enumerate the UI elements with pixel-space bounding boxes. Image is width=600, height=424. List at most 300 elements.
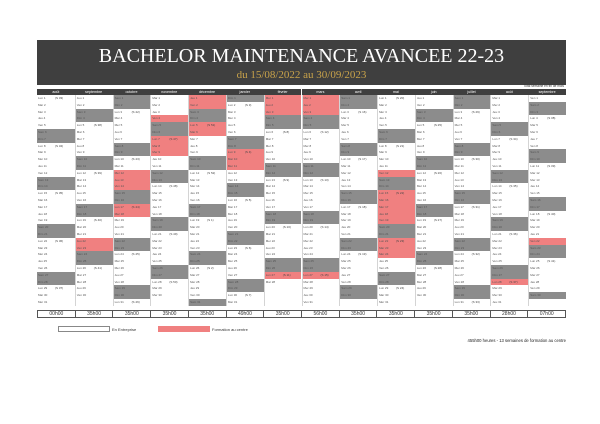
day-cell xyxy=(529,217,566,224)
day-cell xyxy=(529,238,566,245)
day-label: Dim 2 xyxy=(341,102,350,107)
day-label: Mar 31 xyxy=(227,300,238,304)
day-label: Dim 15 xyxy=(227,191,238,196)
day-label: Jeu 30 xyxy=(303,293,313,298)
day-label: Jeu 11 xyxy=(379,164,388,168)
day-cell xyxy=(227,231,264,238)
day-label: Jeu 16 xyxy=(265,198,275,202)
day-label: Ven 17 xyxy=(303,204,313,209)
day-label: Lun 17 xyxy=(454,204,464,209)
day-label: Ven 28 xyxy=(341,279,351,284)
day-label: Mar 7 xyxy=(303,136,312,141)
day-label: Mar 11 xyxy=(341,164,351,168)
day-cell xyxy=(114,115,151,122)
day-label: Ven 16 xyxy=(416,198,427,202)
day-label: Mar 8 xyxy=(492,143,501,148)
month-column xyxy=(339,89,377,306)
day-label: Sam 6 xyxy=(38,130,47,134)
day-cell xyxy=(227,217,264,224)
day-label: Sam 13 xyxy=(379,177,390,182)
day-label: Dim 2 xyxy=(454,102,463,107)
day-cell xyxy=(340,258,377,265)
day-cell xyxy=(378,197,415,204)
day-label: Sam 5 xyxy=(152,123,162,128)
day-label: Mar 25 xyxy=(114,259,124,264)
week-number: (S 5) xyxy=(244,198,252,202)
day-cell xyxy=(529,258,566,265)
day-label: Mar 23 xyxy=(379,245,389,250)
day-label: Lun 15 xyxy=(379,191,389,196)
day-label: Dim 1 xyxy=(227,96,236,100)
day-label: Mer 20 xyxy=(530,225,540,230)
week-number: (S 37) xyxy=(55,286,64,291)
day-label: Dim 23 xyxy=(454,245,465,250)
day-label: Ven 11 xyxy=(492,164,502,168)
day-label: Jeu 23 xyxy=(303,245,313,250)
day-label: Jeu 6 xyxy=(454,130,462,134)
day-cell xyxy=(416,156,453,163)
day-label: Jeu 6 xyxy=(341,130,349,134)
day-label: Mar 4 xyxy=(114,116,123,121)
day-label: Dim 25 xyxy=(76,259,87,264)
day-cell xyxy=(37,109,75,116)
day-cell xyxy=(529,149,566,156)
day-cell xyxy=(189,183,226,190)
day-label: Dim 18 xyxy=(76,211,87,216)
day-label: Sam 12 xyxy=(152,170,163,175)
day-cell xyxy=(189,115,226,122)
day-label: Ven 23 xyxy=(416,245,427,250)
month-column xyxy=(75,89,113,306)
day-cell xyxy=(76,197,113,204)
day-label: Jeu 9 xyxy=(303,150,311,155)
month-header: octobre xyxy=(113,89,151,95)
day-label: Lun 9 xyxy=(227,150,236,155)
day-label: Mar 6 xyxy=(190,130,198,134)
day-cell xyxy=(227,258,264,265)
day-label: Ven 30 xyxy=(76,293,87,298)
day-cell xyxy=(265,265,302,272)
day-cell xyxy=(37,115,75,122)
day-cell xyxy=(340,238,377,245)
day-label: Ven 26 xyxy=(379,266,389,270)
day-cell xyxy=(189,190,226,197)
day-cell xyxy=(76,224,113,231)
week-number: (S 2) xyxy=(207,266,214,270)
day-cell xyxy=(189,102,226,109)
day-cell xyxy=(303,163,340,170)
day-label: Ven 2 xyxy=(76,102,85,107)
day-cell xyxy=(151,204,188,211)
day-cell xyxy=(378,279,415,286)
day-label: Jeu 22 xyxy=(190,238,200,243)
day-label: Jeu 8 xyxy=(416,143,425,148)
day-label: Mer 12 xyxy=(114,170,124,175)
day-label: Sam 1 xyxy=(341,96,350,100)
day-label: Sam 19 xyxy=(492,218,503,223)
day-label: Mar 14 xyxy=(303,184,313,189)
day-cell xyxy=(37,197,75,204)
day-cell xyxy=(189,224,226,231)
total-cell: 28h00 xyxy=(491,311,529,317)
month-column xyxy=(150,89,188,306)
day-cell xyxy=(416,217,453,224)
day-label: Ven 13 xyxy=(227,177,238,182)
day-cell xyxy=(454,238,491,245)
total-cell: 35h00 xyxy=(189,311,227,317)
day-label: Sam 3 xyxy=(416,109,426,114)
day-label: Ven 23 xyxy=(76,245,87,250)
day-label: Mar 9 xyxy=(38,150,46,155)
day-label: Lun 26 xyxy=(190,266,200,270)
day-cell xyxy=(37,163,75,170)
month-column xyxy=(415,89,453,306)
day-label: Mar 16 xyxy=(38,198,48,202)
day-label: Lun 28 xyxy=(492,279,502,284)
day-cell xyxy=(76,279,113,286)
day-label: Jeu 27 xyxy=(341,272,351,277)
day-label: Mar 15 xyxy=(492,191,502,196)
week-number: (S 4) xyxy=(244,150,252,155)
day-cell xyxy=(76,231,113,238)
day-label: Ven 25 xyxy=(492,259,502,264)
day-cell xyxy=(151,197,188,204)
day-label: Dim 16 xyxy=(114,198,125,202)
day-label: Dim 27 xyxy=(492,272,502,277)
day-cell xyxy=(491,292,528,299)
week-number: (S 9) xyxy=(282,177,290,182)
day-cell xyxy=(303,238,340,245)
week-number: (S 3) xyxy=(244,102,252,107)
day-label: Ven 28 xyxy=(454,279,464,284)
day-label: Dim 19 xyxy=(303,218,314,223)
day-label: Mar 27 xyxy=(416,272,427,277)
day-label: Dim 20 xyxy=(492,225,502,230)
day-cell xyxy=(189,285,226,292)
day-cell xyxy=(151,136,188,143)
day-cell xyxy=(114,224,151,231)
week-number: (S 33) xyxy=(55,96,64,100)
day-cell xyxy=(227,251,264,258)
day-label: Dim 16 xyxy=(454,198,465,202)
day-label: Dim 22 xyxy=(227,238,238,243)
month-header: juillet xyxy=(453,89,491,95)
day-label: Jeu 27 xyxy=(454,272,464,277)
day-cell xyxy=(491,177,528,184)
day-cell xyxy=(76,238,113,245)
day-cell xyxy=(189,163,226,170)
day-label: Dim 16 xyxy=(341,198,351,202)
day-cell xyxy=(454,258,491,265)
day-cell xyxy=(340,170,377,177)
day-cell xyxy=(340,190,377,197)
day-label: Mer 14 xyxy=(76,184,87,189)
day-cell xyxy=(378,217,415,224)
date-range-subtitle: du 15/08/2022 au 30/09/2023 xyxy=(236,69,367,81)
month-header: septembre xyxy=(75,89,113,95)
day-cell xyxy=(340,122,377,129)
day-label: Dim 13 xyxy=(152,177,162,182)
day-cell xyxy=(151,183,188,190)
day-label: Mer 23 xyxy=(492,245,502,250)
day-label: Sam 27 xyxy=(38,272,49,277)
day-label: Sam 10 xyxy=(416,157,428,162)
day-label: Jeu 24 xyxy=(492,252,502,257)
day-label: Jeu 12 xyxy=(227,170,237,175)
day-cell xyxy=(416,122,453,129)
week-number: (S 40) xyxy=(93,218,102,223)
day-label: Mar 11 xyxy=(454,164,464,168)
day-label: Sam 11 xyxy=(265,164,276,168)
day-label: Sam 15 xyxy=(454,191,465,196)
day-cell xyxy=(454,217,491,224)
day-label: Dim 23 xyxy=(114,245,125,250)
totals-note: Total semaine en fin de mois xyxy=(523,84,564,88)
day-cell xyxy=(416,115,453,122)
day-cell xyxy=(491,183,528,190)
day-cell xyxy=(114,183,151,190)
day-label: Mar 1 xyxy=(152,96,161,100)
day-label: Jeu 23 xyxy=(265,245,275,250)
day-label: Dim 7 xyxy=(38,136,46,141)
day-cell xyxy=(76,190,113,197)
day-label: Lun 17 xyxy=(114,204,124,209)
day-cell xyxy=(76,149,113,156)
month-header: décembre xyxy=(188,89,226,95)
day-cell xyxy=(151,279,188,286)
day-cell xyxy=(340,163,377,170)
day-cell xyxy=(114,292,151,299)
calendar-grid xyxy=(37,89,566,306)
day-label: Sam 10 xyxy=(190,157,201,162)
day-label: Lun 12 xyxy=(190,170,200,175)
day-label: Ven 10 xyxy=(265,157,276,162)
day-cell xyxy=(189,143,226,150)
day-cell xyxy=(114,190,151,197)
day-label: Mer 5 xyxy=(114,123,123,128)
day-cell xyxy=(303,95,340,102)
day-cell xyxy=(37,129,75,136)
day-label: Ven 30 xyxy=(190,293,200,298)
day-label: Mar 20 xyxy=(190,225,200,230)
day-cell xyxy=(378,251,415,258)
day-cell xyxy=(76,163,113,170)
day-cell xyxy=(303,292,340,299)
day-label: Dim 4 xyxy=(416,116,425,121)
day-cell xyxy=(189,129,226,136)
day-cell xyxy=(529,251,566,258)
day-label: Mar 4 xyxy=(454,116,463,121)
day-cell xyxy=(151,292,188,299)
day-label: Lun 15 xyxy=(38,191,48,196)
week-number: (S 44) xyxy=(131,204,140,209)
week-number: (S 39) xyxy=(547,164,556,168)
day-cell xyxy=(189,299,226,306)
day-cell xyxy=(189,204,226,211)
day-cell xyxy=(454,177,491,184)
week-number: (S 37) xyxy=(509,279,518,284)
day-label: Ven 9 xyxy=(190,150,198,155)
week-number: (S 48) xyxy=(169,184,178,189)
day-label: Mar 28 xyxy=(265,279,276,284)
day-label: Jeu 16 xyxy=(303,198,313,202)
day-label: Mar 13 xyxy=(190,177,200,182)
day-cell xyxy=(151,245,188,252)
day-label: Mar 26 xyxy=(530,266,540,270)
week-number: (S 17) xyxy=(358,157,367,162)
day-cell xyxy=(189,177,226,184)
day-cell xyxy=(378,265,415,272)
day-cell xyxy=(227,292,264,299)
day-cell xyxy=(151,265,188,272)
day-label: Lun 31 xyxy=(114,300,124,304)
day-cell xyxy=(454,251,491,258)
day-cell xyxy=(227,279,264,286)
day-cell xyxy=(491,163,528,170)
day-label: Lun 1 xyxy=(38,96,46,100)
day-label: Ven 22 xyxy=(530,238,540,243)
day-cell xyxy=(416,183,453,190)
day-label: Dim 30 xyxy=(114,293,125,298)
day-label: Lun 24 xyxy=(341,252,351,257)
day-cell xyxy=(227,170,264,177)
day-label: Ven 28 xyxy=(114,279,124,284)
day-cell xyxy=(227,129,264,136)
day-label: Jeu 2 xyxy=(265,102,274,107)
day-label: Ven 12 xyxy=(379,170,389,175)
day-label: Mer 7 xyxy=(416,136,425,141)
day-label: Mar 19 xyxy=(530,218,540,223)
day-label: Mar 25 xyxy=(454,259,464,264)
day-cell xyxy=(303,204,340,211)
day-label: Lun 16 xyxy=(227,198,238,202)
day-cell xyxy=(76,136,113,143)
day-cell xyxy=(265,258,302,265)
day-label: Mer 31 xyxy=(379,300,389,304)
week-number: (S 46) xyxy=(131,300,140,304)
day-label: Lun 5 xyxy=(76,123,85,128)
day-label: Mer 26 xyxy=(114,266,124,270)
day-label: Sam 9 xyxy=(530,150,539,155)
day-label: Dim 8 xyxy=(227,143,236,148)
day-label: Mer 5 xyxy=(341,123,349,128)
day-label: Jeu 18 xyxy=(38,211,48,216)
day-label: Jeu 14 xyxy=(530,184,540,189)
day-label: Lun 19 xyxy=(190,218,200,223)
day-cell xyxy=(491,258,528,265)
day-cell xyxy=(340,109,377,116)
day-cell xyxy=(378,211,415,218)
day-label: Jeu 29 xyxy=(416,286,426,291)
day-cell xyxy=(454,211,491,218)
day-label: Mer 16 xyxy=(152,198,162,202)
day-cell xyxy=(529,109,566,116)
day-cell xyxy=(37,292,75,299)
day-label: Mer 14 xyxy=(416,184,427,189)
day-cell xyxy=(454,231,491,238)
day-label: Mer 11 xyxy=(227,164,238,168)
day-cell xyxy=(454,204,491,211)
day-label: Sam 30 xyxy=(530,293,541,298)
day-label: Lun 7 xyxy=(492,136,500,141)
day-cell xyxy=(265,149,302,156)
day-cell xyxy=(189,122,226,129)
day-cell xyxy=(303,251,340,258)
day-label: Dim 26 xyxy=(303,266,314,270)
day-cell xyxy=(114,136,151,143)
day-cell xyxy=(265,109,302,116)
day-cell xyxy=(227,136,264,143)
day-label: Jeu 4 xyxy=(379,116,387,121)
day-label: Ven 3 xyxy=(303,109,312,114)
day-cell xyxy=(454,183,491,190)
day-cell xyxy=(114,129,151,136)
day-cell xyxy=(265,102,302,109)
day-cell xyxy=(151,129,188,136)
day-cell xyxy=(340,177,377,184)
day-label: Sam 23 xyxy=(530,245,541,250)
day-cell xyxy=(76,204,113,211)
day-cell xyxy=(37,299,75,306)
day-cell xyxy=(378,156,415,163)
day-label: Ven 20 xyxy=(227,225,238,230)
day-label: Dim 10 xyxy=(530,157,540,162)
week-number: (S 41) xyxy=(93,266,102,270)
day-label: Sam 8 xyxy=(341,143,350,148)
day-label: Lun 5 xyxy=(416,123,425,128)
day-label: Ven 5 xyxy=(379,123,387,128)
day-label: Dim 9 xyxy=(454,150,463,155)
day-label: Ven 15 xyxy=(530,191,540,196)
day-cell xyxy=(416,177,453,184)
day-label: Jeu 8 xyxy=(76,143,85,148)
day-cell xyxy=(340,102,377,109)
day-label: Sam 3 xyxy=(190,109,199,114)
day-cell xyxy=(454,102,491,109)
day-cell xyxy=(265,170,302,177)
week-number: (S 34) xyxy=(509,136,518,141)
day-cell xyxy=(416,265,453,272)
day-label: Dim 11 xyxy=(190,164,200,168)
total-cell: 35h00 xyxy=(76,311,114,317)
day-label: Mer 9 xyxy=(152,150,161,155)
day-label: Jeu 15 xyxy=(190,191,200,196)
day-label: Sam 18 xyxy=(303,211,314,216)
day-label: Lun 10 xyxy=(114,157,124,162)
day-label: Mar 25 xyxy=(341,259,351,264)
day-label: Ven 8 xyxy=(530,143,538,148)
day-cell xyxy=(416,136,453,143)
day-label: Sam 8 xyxy=(454,143,464,148)
day-cell xyxy=(37,272,75,279)
day-label: Dim 26 xyxy=(265,266,276,270)
week-number: (S 23) xyxy=(396,238,405,243)
month-header: septembre xyxy=(528,89,566,95)
day-cell xyxy=(189,211,226,218)
week-number: (S 15) xyxy=(320,272,329,277)
day-cell xyxy=(378,143,415,150)
week-number: (S 28) xyxy=(433,266,443,270)
day-cell xyxy=(454,292,491,299)
day-cell xyxy=(37,238,75,245)
day-label: Dim 24 xyxy=(530,252,540,257)
day-label: Mar 21 xyxy=(265,232,276,236)
day-label: Sam 4 xyxy=(265,116,275,121)
day-cell xyxy=(76,258,113,265)
day-label: Sam 20 xyxy=(38,225,49,230)
day-cell xyxy=(189,170,226,177)
day-label: Sam 19 xyxy=(152,218,163,223)
